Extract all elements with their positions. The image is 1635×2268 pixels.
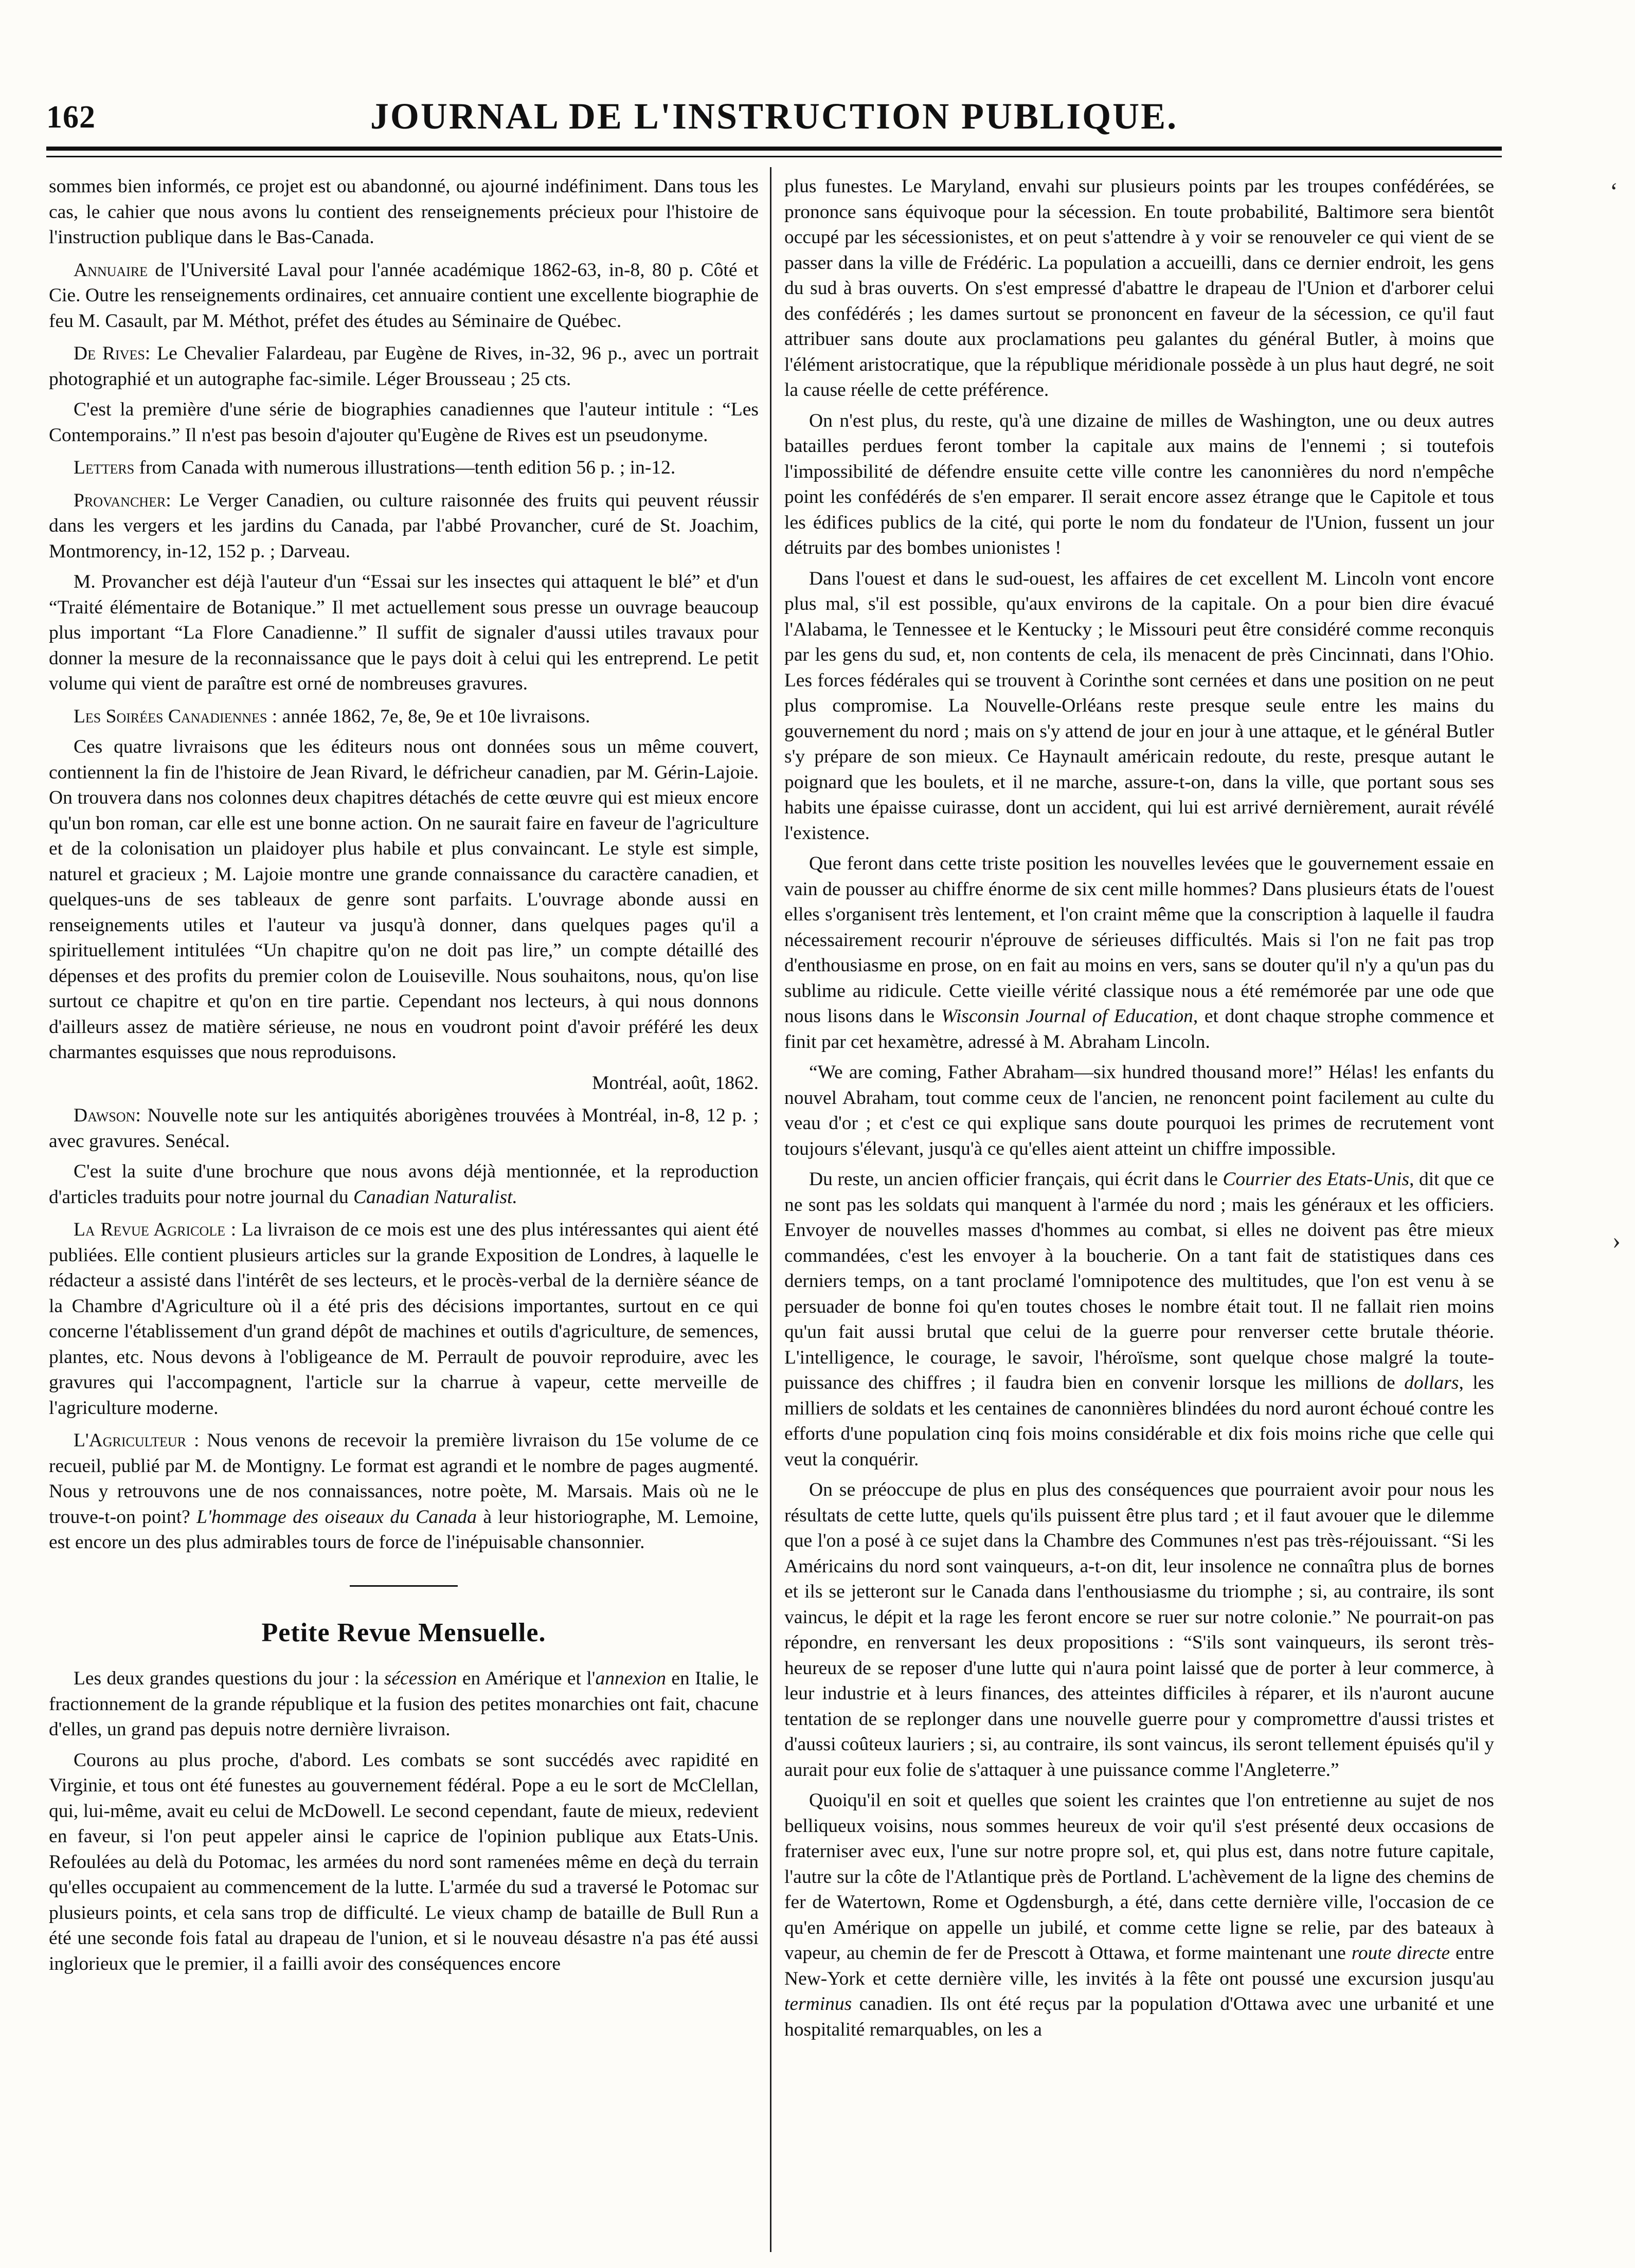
- entry-text: : Le Chevalier Falardeau, par Eugène de Rives, in-32, 96 p., avec un portrait photographié et un autographe fac-simile. Léger Brousseau ; 25 cts.: [49, 343, 759, 390]
- section-title: Petite Revue Mensuelle.: [261, 1618, 546, 1647]
- text: en Amérique et l': [457, 1668, 596, 1690]
- header-rule-thick: [46, 147, 1502, 151]
- entry-lead: La Revue Agricole: [74, 1219, 226, 1240]
- journal-title: JOURNAL DE L'INSTRUCTION PUBLIQUE.: [370, 96, 1178, 137]
- text: canadien. Ils ont été reçus par la population d'Ottawa avec une urbanité et une hospitalité remarquables, on les a: [784, 1993, 1494, 2040]
- italic-title: L'hommage des oiseaux du Canada: [196, 1506, 477, 1528]
- paragraph: Dans l'ouest et dans le sud-ouest, les affaires de cet excellent M. Lincoln vont encore plus mal, s'il est possible, qu'aux environs de la capitale. On a pour bien dire évacué l'Alabama, le Tennessee et le Kentucky ; le Missouri peut être considéré comme reconquis par les gens du sud, et, non contents de cela, ils menacent de près Cincinnati, dans l'Ohio. Les forces fédérales qui se trouvent à Corinthe sont cernées et dans une position on ne peut plus compromise. La Nouvelle-Orléans reste presque seule entre les mains du gouvernement du nord ; mais on s'y attend de jour en jour à une attaque, et le général Butler s'y prépare de son mieux. Ce Haynault américain redoute, du reste, presque autant le poignard que les boulets, et il ne marche, assure-t-on, dans la ville, que portant sous ses habits une épaisse cuirasse, dont un accident, qui lui est arrivé dernièrement, aurait révélé l'existence.: [784, 568, 1494, 844]
- paragraph: plus funestes. Le Maryland, envahi sur plusieurs points par les troupes confédérées, se prononce sans équivoque pour la sécession. En toute probabilité, Baltimore sera bientôt occupé par les sécessionistes, et on peut s'attendre à y voir se renouveler ce qui vient de se passer dans la ville de Frédéric. La population a accueilli, dans ce dernier endroit, les gens du sud à bras ouverts. On s'est empressé d'abattre le drapeau de l'Union et d'arborer celui des confédérés ; les dames surtout se prononcent en faveur de la sécession, ce qu'il faut attribuer sans doute aux proclamations peu galantes du général Butler, à moins que l'élément aristocratique, que la république méridionale possède à un plus haut degré, ne soit la cause réelle de cette préférence.: [784, 176, 1494, 401]
- entry-text: : La livraison de ce mois est une des plus intéressantes qui aient été publiées. Elle contient plusieurs articles sur la grande Exposition de Londres, à laquelle le rédacteur a assisté dans l'intérêt de ses lecteurs, et le procès-verbal de la dernière séance de la Chambre d'Agriculture où il a été pris des décisions importantes, surtout en ce qui concerne l'établissement d'un grand dépôt de machines et outils d'agriculture, de semences, plantes, etc. Nous devons à l'obligeance de M. Perrault de pouvoir reproduire, avec les gravures qui l'accompagnent, l'article sur la charrue à vapeur, cette merveille de l'agriculture moderne.: [49, 1219, 759, 1419]
- text: Quoiqu'il en soit et quelles que soient les craintes que l'on entretienne au sujet de nos belliqueux voisins, nous sommes heureux de voir qu'il s'est présenté deux occasions de fraterniser avec eux, l'une sur notre propre sol, et, qui plus est, dans notre future capitale, l'autre sur la côte de l'Atlantique près de Portland. L'achèvement de la ligne des chemins de fer de Watertown, Rome et Ogdensburgh, a été, dans cette dernière ville, l'occasion de ce qu'en Amérique on appelle un jubilé, et comme cette ligne se relie, par des bateaux à vapeur, au chemin de fer de Prescott à Ottawa, et forme maintenant une: [784, 1790, 1494, 1964]
- text: Les deux grandes questions du jour : la: [74, 1668, 384, 1690]
- paragraph: [49, 1159, 759, 1210]
- entry-text: : Nous venons de recevoir la première livraison du 15e volume de ce recueil, publié par M. de Montigny. Le format est agrandi et le nombre de pages augmenté. Nous y retrouvons une de nos connaissances, notre poète, M. Marsais. Mais où ne le trouve-t-on point?: [49, 1430, 759, 1528]
- text: entre New-York et cette dernière ville, les invités à la fête ont poussé une excursion jusqu'au: [784, 1943, 1494, 1989]
- entry-lead: Annuaire: [74, 259, 148, 281]
- header-rule-thin: [46, 156, 1502, 157]
- review-entry: [49, 1428, 759, 1555]
- section-separator: [350, 1585, 458, 1587]
- paragraph: [784, 1788, 1494, 2042]
- paragraph: sommes bien informés, ce projet est ou abandonné, ou ajourné indéfiniment. Dans tous les cas, le cahier que nous avons lu contient des renseignements précieux pour l'histoire de l'instruction publique dans le Bas-Canada.: [49, 176, 759, 248]
- italic-word: terminus: [784, 1993, 852, 2015]
- entry-text: : Le Verger Canadien, ou culture raisonnée des fruits qui peuvent réussir dans les vergers et les jardins du Canada, par l'abbé Provancher, curé de St. Joachim, Montmorency, in-12, 152 p. ; Darveau.: [49, 489, 759, 562]
- entry-text: à leur historiographe, M. Lemoine, est encore un des plus admirables tours de force de l'inépuisable chansonnier.: [49, 1506, 759, 1553]
- entry-lead: Dawson: [74, 1105, 136, 1126]
- entry-lead: De Rives: [74, 343, 145, 364]
- page-header: [46, 90, 1502, 144]
- paragraph: Courons au plus proche, d'abord. Les combats se sont succédés avec rapidité en Virginie, et tous ont été funestes au gouvernement fédéral. Pope a eu le sort de McClellan, qui, lui-même, avait eu celui de McDowell. Le second cependant, faute de mieux, redevient en faveur, si l'on peut appeler ainsi le caprice de l'opinion publique aux Etats-Unis. Refoulées au delà du Potomac, les armées du nord sont ramenées même en deçà du terrain qu'elles occupaient au commencement de la lutte. L'armée du sud a traversé le Potomac sur plusieurs points, et cela sans trop de difficulté. Le vieux champ de bataille de Bull Run a été une seconde fois fatal au drapeau de l'union, et si le nouveau désastre n'a pas été aussi inglorieux que le premier, il a failli avoir des conséquences encore: [49, 1749, 759, 1974]
- italic-title: Courrier des Etats-Unis: [1223, 1169, 1410, 1190]
- italic-word: sécession: [384, 1668, 457, 1690]
- column-divider: [770, 167, 771, 2252]
- signature: Montréal, août, 1862.: [592, 1072, 759, 1094]
- paragraph: [784, 851, 1494, 1055]
- review-entry: [49, 704, 759, 730]
- review-entry: [49, 455, 759, 481]
- text: en Italie, le fractionnement de la grande république et la fusion des petites monarchies ont fait, chacune d'elles, un grand pas depuis notre dernière livraison.: [49, 1668, 759, 1740]
- left-column: [49, 174, 759, 2251]
- paragraph: Ces quatre livraisons que les éditeurs nous ont données sous un même couvert, contiennent la fin de l'histoire de Jean Rivard, le défricheur canadien, par M. Gérin-Lajoie. On trouvera dans nos colonnes deux chapitres détachés de cette œuvre qui est mieux encore qu'un bon roman, car elle est une bonne action. On ne saurait faire en faveur de l'agriculture et de la colonisation un plaidoyer plus habile et plus convaincant. Le style est simple, naturel et gracieux ; M. Lajoie montre une grande connaissance du caractère canadien, et quelques-uns de ses tableaux de genre sont parfaits. L'ouvrage abonde aussi en renseignements utiles et l'auteur va jusqu'à donner, dans quelques pages qu'il a spirituellement intitulées “Un chapitre qu'on ne doit pas lire,” un compte détaillé des dépenses et des profits du premier colon de Louiseville. Nous souhaitons, nous, qu'on lise surtout ce chapitre et qu'on en tire partie. Cependant nos lecteurs, à qui nous donnons d'ailleurs assez de matière sérieuse, ne nous en voudront point d'avoir préféré les deux charmantes esquisses que nous reproduisons.: [49, 736, 759, 1063]
- paragraph: [49, 1666, 759, 1743]
- review-entry: [49, 1103, 759, 1154]
- entry-text: : année 1862, 7e, 8e, 9e et 10e livraisons.: [267, 705, 590, 727]
- text: C'est la suite d'une brochure que nous avons déjà mentionnée, et la reproduction d'articles traduits pour notre journal du: [49, 1161, 759, 1208]
- page-number: 162: [46, 100, 96, 135]
- text: , les milliers de soldats et les centaines de canonnières blindées du nord auront échoué contre les efforts d'une population cinq fois moins considérable et dix fois moins riche que celle qui veut la conquérir.: [784, 1372, 1494, 1470]
- margin-mark: ‘: [1610, 178, 1618, 205]
- paragraph: [784, 1167, 1494, 1472]
- entry-text: from Canada with numerous illustrations—tenth edition 56 p. ; in-12.: [134, 457, 676, 478]
- margin-mark: ›: [1612, 1227, 1621, 1254]
- entry-lead: Letters: [74, 457, 135, 478]
- paragraph: On se préoccupe de plus en plus des conséquences que pourraient avoir pour nous les résultats de cette lutte, quels qu'ils puissent être plus tard ; et il faut avouer que le dilemme que l'on a posé à ce sujet dans la Chambre des Communes n'est pas très-réjouissant. “Si les Américains du nord sont vainqueurs, a-t-on dit, leur insolence ne connaîtra plus de bornes et ils se jetteront sur le Canada dans l'enthousiasme du triomphe ; si, au contraire, ils sont vaincus, le dépit et la rage les feront encore se ruer sur notre colonie.” Ne pourrait-on pas répondre, en renversant les deux propositions : “S'ils sont vainqueurs, ils seront très-heureux de se reposer d'une lutte qui n'aura point laissé que de porter à leur commerce, à leur industrie et à leurs finances, des atteintes difficiles à réparer, et ils n'auront aucune tentation de se replonger dans une nouvelle guerre pour y compromettre d'aussi tristes et d'aussi coûteux lauriers ; si, au contraire, ils sont vaincus, ils seront tellement épuisés qu'il y aurait pour eux folie de s'attaquer à une puissance comme l'Angleterre.”: [784, 1479, 1494, 1781]
- text: , et dont chaque strophe commence et finit par cet hexamètre, adressé à M. Abraham Lincoln.: [784, 1006, 1494, 1053]
- italic-title: Wisconsin Journal of Education: [941, 1006, 1193, 1027]
- entry-lead: Provancher: [74, 489, 166, 511]
- paragraph: On n'est plus, du reste, qu'à une dizaine de milles de Washington, une ou deux autres batailles perdues feront tomber la capitale aux mains de l'ennemi ; si toutefois l'impossibilité de défendre ensuite cette ville contre les canonnières du nord n'empêche point les confédérés de s'en emparer. Il serait encore assez étrange que le Capitole et tous les édifices publics de la cité, qui porte le nom du fondateur de l'Union, fussent un jour détruits par des bombes unionistes !: [784, 410, 1494, 558]
- review-entry: [49, 1217, 759, 1421]
- italic-word: annexion: [595, 1668, 666, 1690]
- text: Que feront dans cette triste position les nouvelles levées que le gouvernement essaie en vain de pousser au chiffre énorme de six cent mille hommes? Dans plusieurs états de l'ouest elles s'organisent très lentement, et l'on craint même que la conscription à laquelle il faudra nécessairement recourir n'éprouve de sérieuses difficultés. Mais si l'on ne fait pas trop d'enthousiasme en prose, on en fait au moins en vers, sans se douter qu'il n'y a qu'un pas du sublime au ridicule. Cette vieille vérité classique nous a été remémorée par une ode que nous lisons dans le: [784, 853, 1494, 1027]
- paragraph: C'est la première d'une série de biographies canadiennes que l'auteur intitule : “Les Contemporains.” Il n'est pas besoin d'ajouter qu'Eugène de Rives est un pseudonyme.: [49, 399, 759, 446]
- text: , dit que ce ne sont pas les soldats qui manquent à l'armée du nord ; mais les généraux et les officiers. Envoyer de nouvelles masses d'hommes au combat, si elles ne doivent pas être mieux commandées, c'est les envoyer à la boucherie. On a tant fait de statistiques dans ces derniers temps, on a tant proclamé l'omnipotence des multitudes, que l'on est venu à se persuader de bonne foi qu'en toutes choses le nombre était tout. Il ne fallait rien moins qu'un fait aussi brutal que celui de la guerre pour renverser cette brutale théorie. L'intelligence, le courage, le savoir, l'héroïsme, sont quelque chose malgré la toute-puissance des chiffres ; il faudra bien en convenir lorsque les millions de: [784, 1169, 1494, 1393]
- italic-word: dollars: [1404, 1372, 1459, 1393]
- right-column: [784, 174, 1494, 2251]
- review-entry: [49, 341, 759, 392]
- entry-lead: L'Agriculteur: [74, 1430, 187, 1451]
- text: Du reste, un ancien officier français, qui écrit dans le: [809, 1169, 1223, 1190]
- italic-word: route directe: [1351, 1943, 1450, 1964]
- italic-title: Canadian Naturalist.: [353, 1186, 517, 1208]
- entry-text: de l'Université Laval pour l'année académique 1862-63, in-8, 80 p. Côté et Cie. Outre les renseignements ordinaires, cet annuaire contient une excellente biographie de feu M. Casault, par M. Méthot, préfet des études au Séminaire de Québec.: [49, 259, 759, 332]
- entry-text: : Nouvelle note sur les antiquités aborigènes trouvées à Montréal, in-8, 12 p. ; avec gravures. Senécal.: [49, 1105, 759, 1152]
- review-entry: [49, 258, 759, 334]
- paragraph: M. Provancher est déjà l'auteur d'un “Essai sur les insectes qui attaquent le blé” et d'un “Traité élémentaire de Botanique.” Il met actuellement sous presse un ouvrage beaucoup plus important “La Flore Canadienne.” Il suffit de signaler d'aussi utiles travaux pour donner la mesure de la reconnaissance que le pays doit à celui qui les entreprend. Le petit volume qui vient de paraître est orné de nombreuses gravures.: [49, 571, 759, 694]
- entry-lead: Les Soirées Canadiennes: [74, 705, 267, 727]
- review-entry: [49, 488, 759, 565]
- paragraph: “We are coming, Father Abraham—six hundred thousand more!” Hélas! les enfants du nouvel Abraham, tout comme ceux de l'ancien, ne renoncent point facilement au culte du veau d'or ; et c'est ce qui explique sans doute pourquoi les primes de recrutement vont toujours s'élevant, jusqu'à ce qu'elles aient atteint un chiffre impossible.: [784, 1062, 1494, 1159]
